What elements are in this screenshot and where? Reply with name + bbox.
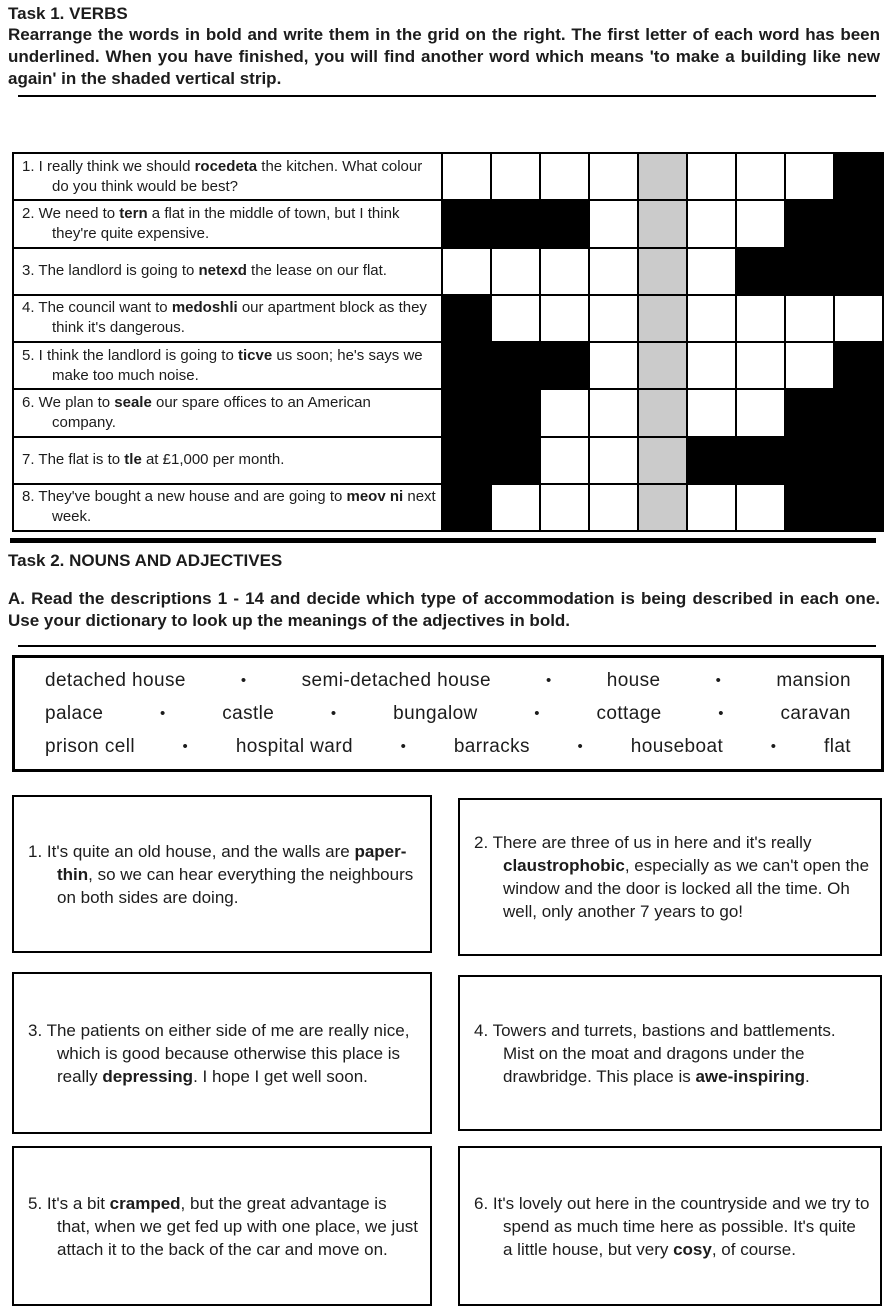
word-bank-item: palace — [45, 702, 104, 724]
word-bank-line-1 — [45, 670, 851, 692]
grid-cell — [492, 154, 539, 199]
description-box-3 — [12, 972, 432, 1134]
bullet-separator: • — [330, 705, 337, 722]
grid-cell-shaded — [639, 201, 686, 246]
word-bank-item: caravan — [780, 702, 851, 724]
task1-instructions: Rearrange the words in bold and write them in the grid on the right. The first letter of each word has been underlined. When you have finished, you will find another word which means 'to make a building like new again' in the shaded vertical strip. — [8, 25, 880, 88]
clue-row-5 — [14, 343, 441, 388]
clue-text: 8. They've bought a new house and are going to meov ni next week. — [22, 488, 436, 526]
description-text: 3. The patients on either side of me are really nice, which is good because otherwise this place is really depressing. I hope I get well soon. — [28, 1020, 410, 1086]
grid-cell — [541, 296, 588, 341]
description-text: 2. There are three of us in here and it's really claustrophobic, especially as we can't open the window and the door is locked all the time. Oh well, only another 7 years to go! — [474, 833, 870, 921]
grid-cell — [590, 438, 637, 483]
description-box-6 — [458, 1146, 882, 1306]
task2-divider — [18, 645, 876, 647]
bullet-separator: • — [715, 672, 722, 689]
grid-cell — [737, 154, 784, 199]
grid-cell — [688, 343, 735, 388]
clue-row-3 — [14, 249, 441, 294]
grid-cell-black — [786, 249, 833, 294]
grid-cell-black — [443, 390, 490, 435]
grid-cell — [541, 438, 588, 483]
grid-cell — [541, 249, 588, 294]
bullet-separator: • — [240, 672, 247, 689]
grid-cell-black — [835, 485, 882, 530]
grid-cell — [786, 296, 833, 341]
grid-cell-black — [492, 390, 539, 435]
grid-cell-black — [492, 438, 539, 483]
grid-cell — [541, 154, 588, 199]
clue-text: 1. I really think we should rocedeta the kitchen. What colour do you think would be best? — [22, 157, 423, 195]
bullet-separator: • — [718, 705, 724, 722]
grid-cell — [786, 154, 833, 199]
grid-cell-black — [492, 201, 539, 246]
grid-cell — [443, 154, 490, 199]
bullet-separator: • — [534, 705, 540, 722]
grid-cell-black — [835, 154, 882, 199]
grid-cell-shaded — [639, 343, 686, 388]
clue-text: 5. I think the landlord is going to ticve us soon; he's says we make too much noise. — [22, 346, 423, 384]
clue-row-7 — [14, 438, 441, 483]
word-bank-line-3 — [45, 736, 851, 758]
grid-cell — [590, 390, 637, 435]
clue-row-8 — [14, 485, 441, 530]
grid-cell — [590, 343, 637, 388]
clue-text: 4. The council want to medoshli our apartment block as they think it's dangerous. — [22, 299, 427, 337]
header-divider — [18, 95, 876, 97]
grid-cell-black — [443, 296, 490, 341]
grid-cell — [688, 201, 735, 246]
clue-text: 3. The landlord is going to netexd the lease on our flat. — [22, 262, 387, 280]
clue-list — [14, 154, 441, 530]
grid-cell-black — [541, 343, 588, 388]
bullet-separator: • — [400, 738, 407, 755]
word-bank-line-2 — [45, 703, 851, 725]
clue-row-1 — [14, 154, 441, 199]
grid-cell — [443, 249, 490, 294]
grid-cell — [786, 343, 833, 388]
word-bank-item: bungalow — [393, 702, 478, 724]
clue-row-2 — [14, 201, 441, 246]
bullet-separator: • — [546, 672, 552, 689]
grid-cell — [688, 296, 735, 341]
grid-cell-black — [443, 485, 490, 530]
grid-cell-black — [443, 438, 490, 483]
grid-cell — [688, 154, 735, 199]
grid-cell-black — [737, 438, 784, 483]
crossword-grid — [443, 154, 882, 530]
word-bank-item: cottage — [596, 702, 662, 724]
grid-cell-black — [835, 201, 882, 246]
word-bank-item: mansion — [776, 669, 851, 691]
grid-cell-black — [443, 201, 490, 246]
clue-text: 7. The flat is to tle at £1,000 per month. — [22, 451, 285, 469]
description-box-4 — [458, 975, 882, 1131]
grid-cell — [737, 390, 784, 435]
section-divider — [10, 538, 876, 543]
grid-cell — [835, 296, 882, 341]
grid-cell — [688, 249, 735, 294]
grid-cell-black — [492, 343, 539, 388]
bullet-separator: • — [182, 738, 189, 755]
grid-cell — [737, 296, 784, 341]
grid-cell-black — [688, 438, 735, 483]
grid-cell — [590, 485, 637, 530]
grid-cell-shaded — [639, 438, 686, 483]
description-text: 6. It's lovely out here in the countryside and we try to spend as much time here as possible. It's quite a little house, but very cosy, of course. — [474, 1193, 870, 1259]
grid-cell — [541, 485, 588, 530]
grid-cell — [737, 485, 784, 530]
word-bank-item: barracks — [453, 735, 530, 757]
grid-cell — [590, 201, 637, 246]
grid-cell — [590, 296, 637, 341]
bullet-separator: • — [159, 705, 166, 722]
word-bank-item: hospital ward — [235, 735, 353, 757]
grid-cell-black — [835, 249, 882, 294]
grid-cell — [737, 343, 784, 388]
grid-cell — [590, 249, 637, 294]
grid-cell — [688, 485, 735, 530]
clue-text: 6. We plan to seale our spare offices to an American company. — [22, 393, 371, 431]
description-text: 5. It's a bit cramped, but the great advantage is that, when we get fed up with one place, we just attach it to the back of the car and move on. — [28, 1193, 419, 1259]
grid-cell — [541, 390, 588, 435]
grid-cell-black — [786, 485, 833, 530]
grid-cell — [492, 249, 539, 294]
grid-cell-shaded — [639, 154, 686, 199]
grid-cell — [590, 154, 637, 199]
description-box-1 — [12, 795, 432, 953]
task2-instructions: A. Read the descriptions 1 - 14 and decide which type of accommodation is being described in each one. Use your dictionary to look up the meanings of the adjectives in bold. — [8, 589, 880, 630]
word-bank-item: house — [606, 669, 661, 691]
bullet-separator: • — [577, 738, 584, 755]
clue-row-4 — [14, 296, 441, 341]
word-bank-item: castle — [222, 702, 275, 724]
grid-cell-black — [835, 438, 882, 483]
task1-title: Task 1. VERBS — [8, 4, 128, 23]
grid-cell — [737, 201, 784, 246]
description-text: 1. It's quite an old house, and the walls are paper-thin, so we can hear everything the neighbours on both sides are doing. — [28, 841, 414, 907]
description-box-2 — [458, 798, 882, 956]
grid-cell-black — [786, 201, 833, 246]
task2-title: Task 2. NOUNS AND ADJECTIVES — [8, 551, 283, 570]
grid-cell-shaded — [639, 390, 686, 435]
word-bank-item: prison cell — [45, 735, 135, 757]
word-bank — [12, 655, 884, 772]
clue-row-6 — [14, 390, 441, 435]
clue-text: 2. We need to tern a flat in the middle of town, but I think they're quite expensive. — [22, 204, 400, 242]
grid-cell-black — [786, 390, 833, 435]
grid-cell-black — [835, 390, 882, 435]
grid-cell-black — [835, 343, 882, 388]
grid-cell — [688, 390, 735, 435]
grid-cell-black — [737, 249, 784, 294]
bullet-separator: • — [770, 738, 777, 755]
grid-cell-black — [786, 438, 833, 483]
description-box-5 — [12, 1146, 432, 1306]
word-bank-item: detached house — [45, 669, 186, 691]
word-bank-item: houseboat — [630, 735, 724, 757]
grid-cell — [492, 296, 539, 341]
crossword-section — [12, 152, 884, 532]
word-bank-item: flat — [824, 735, 851, 757]
word-bank-item: semi-detached house — [301, 669, 491, 691]
grid-cell-shaded — [639, 296, 686, 341]
grid-cell-black — [541, 201, 588, 246]
grid-cell-black — [443, 343, 490, 388]
grid-cell-shaded — [639, 249, 686, 294]
description-text: 4. Towers and turrets, bastions and battlements. Mist on the moat and dragons under the drawbridge. This place is awe-inspiring. — [474, 1020, 836, 1086]
grid-cell — [492, 485, 539, 530]
grid-cell-shaded — [639, 485, 686, 530]
